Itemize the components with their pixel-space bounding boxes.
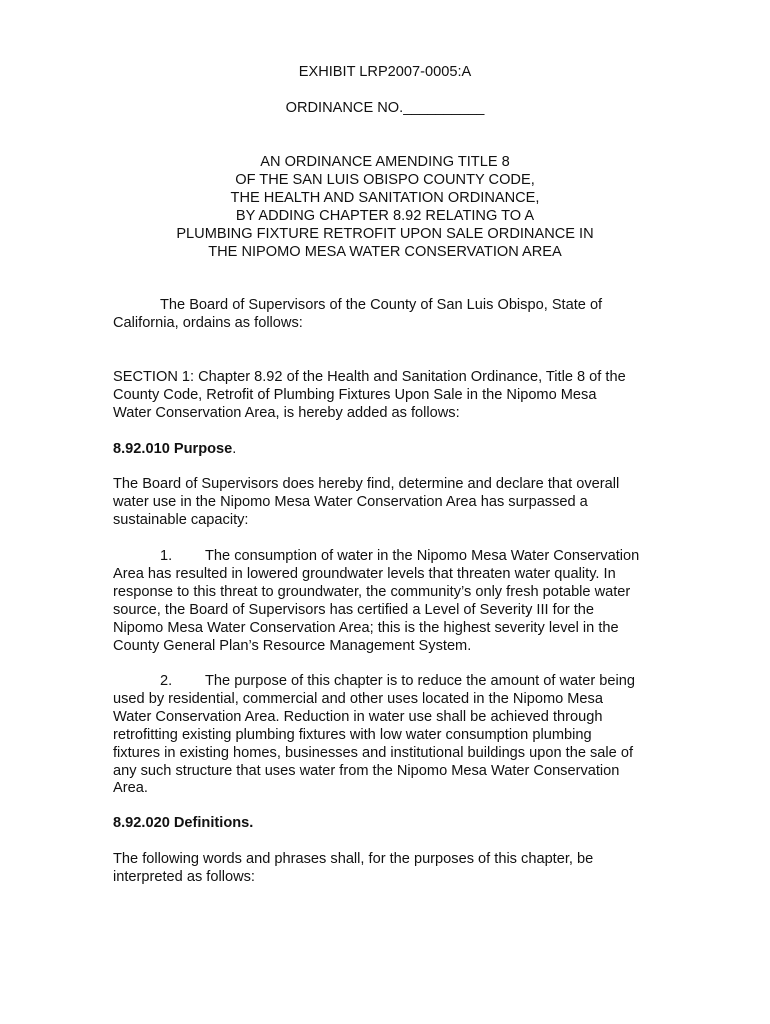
paragraph-line: County General Plan’s Resource Management System. [113, 637, 472, 654]
paragraph-line: The Board of Supervisors of the County of San Luis Obispo, State of [160, 297, 603, 313]
paragraph-line: water use in the Nipomo Mesa Water Conservation Area has surpassed a [113, 493, 588, 510]
paragraph-line: The consumption of water in the Nipomo Mesa Water Conservation [205, 548, 640, 564]
intro-paragraph [113, 297, 658, 333]
paragraph-line: Water Conservation Area. Reduction in water use shall be achieved through [113, 708, 603, 725]
paragraph-line: The following words and phrases shall, for the purposes of this chapter, be [113, 851, 594, 867]
title-line: AN ORDINANCE AMENDING TITLE 8 [260, 154, 510, 170]
paragraph-line: California, ordains as follows: [113, 314, 303, 331]
purpose-lead-paragraph [113, 476, 658, 530]
paragraph-line: source, the Board of Supervisors has certified a Level of Severity III for the [113, 601, 595, 618]
paragraph-line: used by residential, commercial and other uses located in the Nipomo Mesa [113, 690, 603, 707]
exhibit-header [0, 64, 770, 82]
definitions-lead-paragraph [113, 851, 658, 887]
paragraph-line: Area has resulted in lowered groundwater levels that threaten water quality. In [113, 565, 616, 582]
section-1-paragraph [113, 369, 658, 423]
paragraph-line: Nipomo Mesa Water Conservation Area; this is the highest severity level in the [113, 619, 619, 636]
title-line: PLUMBING FIXTURE RETROFIT UPON SALE ORDINANCE IN [176, 225, 594, 242]
paragraph-line: fixtures in existing homes, businesses and institutional buildings upon the sale of [113, 744, 634, 761]
item-number: 2. [160, 673, 173, 689]
paragraph-line: interpreted as follows: [113, 868, 255, 885]
title-line: THE NIPOMO MESA WATER CONSERVATION AREA [208, 243, 562, 260]
paragraph-line: SECTION 1: Chapter 8.92 of the Health and Sanitation Ordinance, Title 8 of the [113, 369, 626, 385]
paragraph-line: The purpose of this chapter is to reduce the amount of water being [205, 673, 635, 689]
title-line: THE HEALTH AND SANITATION ORDINANCE, [230, 189, 540, 206]
purpose-item-2 [113, 673, 658, 798]
purpose-heading-period: . [232, 441, 237, 457]
paragraph-line: sustainable capacity: [113, 511, 249, 528]
purpose-heading-text: 8.92.010 Purpose [113, 441, 233, 457]
title-line: OF THE SAN LUIS OBISPO COUNTY CODE, [235, 171, 535, 188]
paragraph-line: County Code, Retrofit of Plumbing Fixtures Upon Sale in the Nipomo Mesa [113, 386, 597, 403]
paragraph-line: any such structure that uses water from the Nipomo Mesa Water Conservation [113, 762, 620, 779]
exhibit-number: EXHIBIT LRP2007-0005:A [298, 64, 472, 80]
paragraph-line: Water Conservation Area, is hereby added as follows: [113, 404, 460, 421]
title-line: BY ADDING CHAPTER 8.92 RELATING TO A [235, 207, 535, 224]
paragraph-line: response to this threat to groundwater, the community’s only fresh potable water [113, 583, 631, 600]
purpose-heading [113, 441, 658, 459]
ordinance-number-header [0, 100, 770, 118]
paragraph-line: retrofitting existing plumbing fixtures with low water consumption plumbing [113, 726, 592, 743]
item-number: 1. [160, 548, 173, 564]
purpose-item-1 [113, 548, 658, 655]
paragraph-line: Area. [113, 780, 148, 797]
ordinance-title [0, 154, 770, 261]
paragraph-line: The Board of Supervisors does hereby find, determine and declare that overall [113, 476, 620, 492]
ordinance-number: ORDINANCE NO.__________ [285, 100, 485, 116]
definitions-heading-text: 8.92.020 Definitions. [113, 815, 254, 831]
definitions-heading [113, 815, 658, 833]
